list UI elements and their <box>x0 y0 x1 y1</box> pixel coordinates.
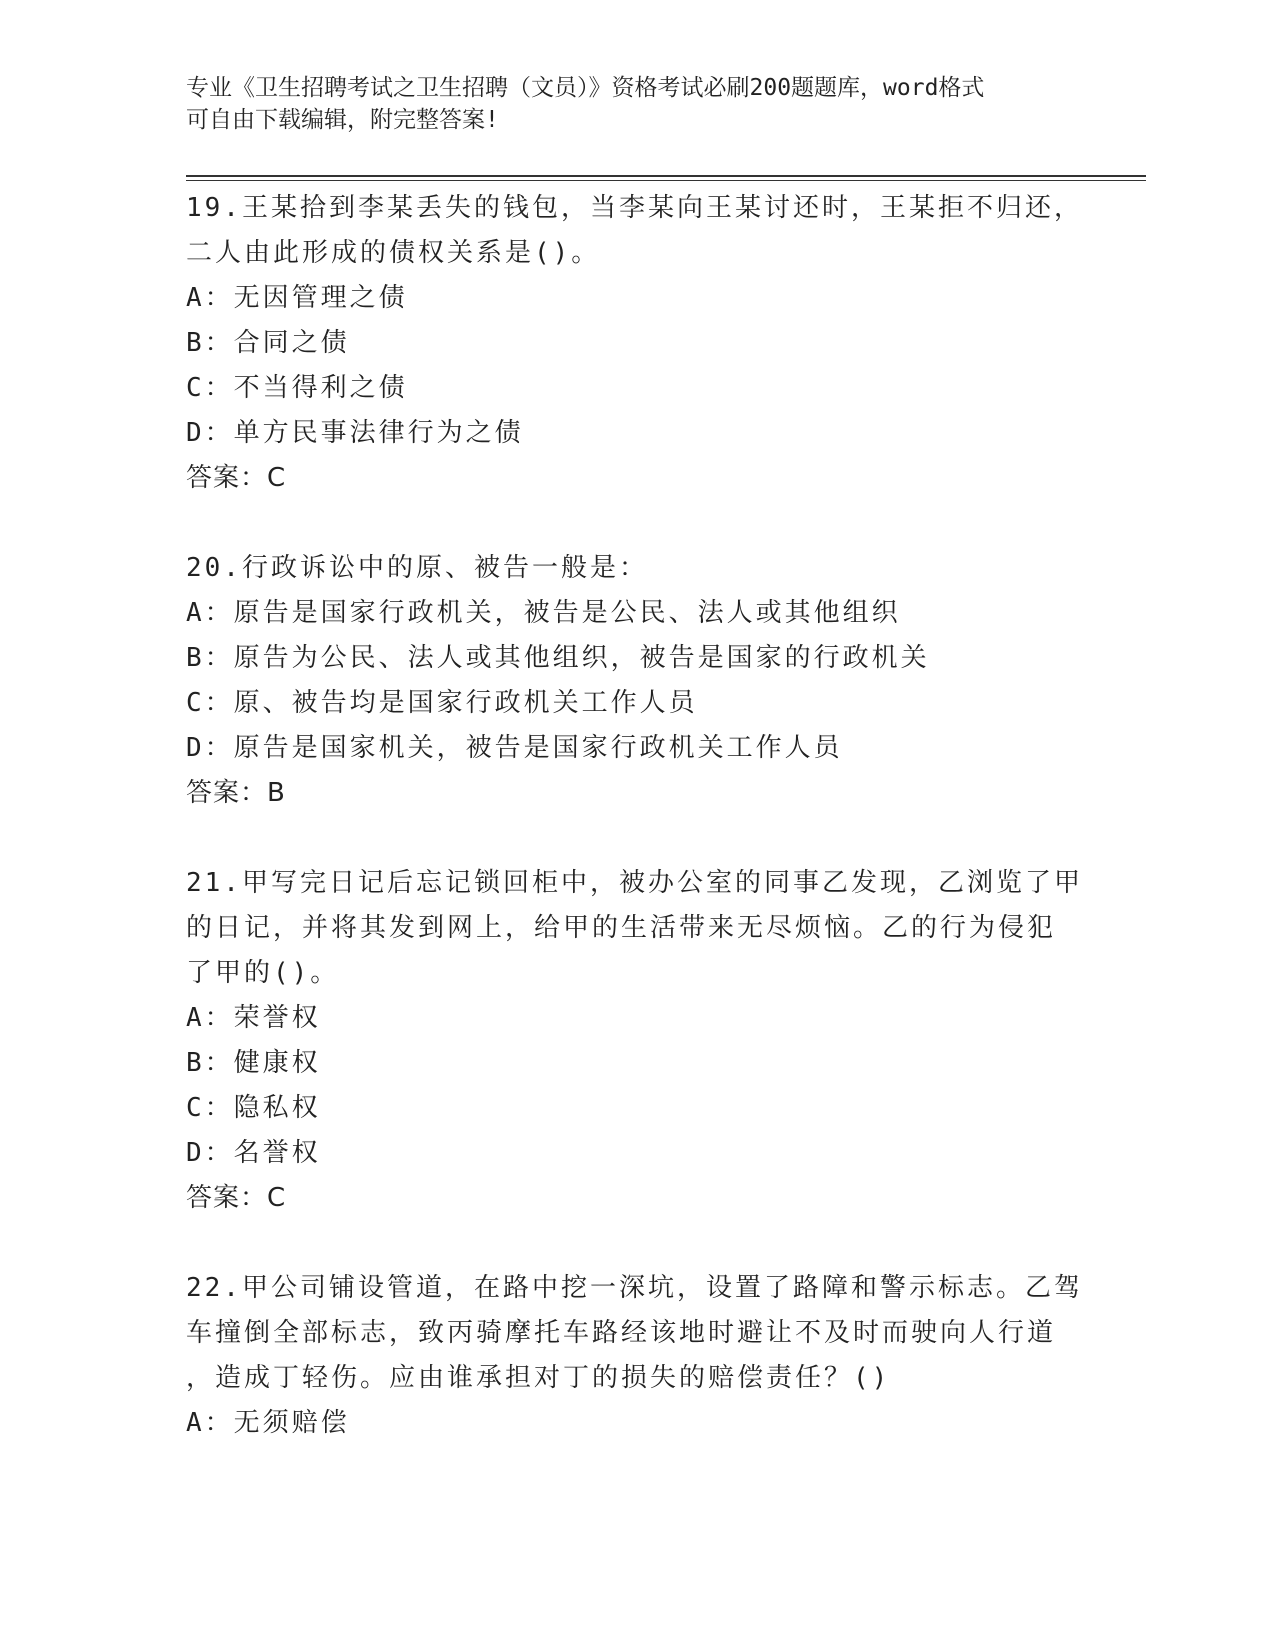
question-20 <box>186 546 1086 816</box>
question-text-line: 19.王某拾到李某丢失的钱包，当李某向王某讨还时，王某拒不归还， <box>186 193 1083 223</box>
header-line-2: 可自由下载编辑，附完整答案! <box>186 107 499 133</box>
option-a: A：无因管理之债 <box>186 283 408 313</box>
question-text-line: 二人由此形成的债权关系是()。 <box>186 238 601 268</box>
option-a: A：原告是国家行政机关，被告是公民、法人或其他组织 <box>186 598 901 628</box>
option-c: C：隐私权 <box>186 1093 321 1123</box>
option-b: B：健康权 <box>186 1048 321 1078</box>
question-text-line: 的日记，并将其发到网上，给甲的生活带来无尽烦恼。乙的行为侵犯 <box>186 913 1057 943</box>
question-text-line: 了甲的()。 <box>186 958 340 988</box>
question-text-line: 车撞倒全部标志，致丙骑摩托车路经该地时避让不及时而驶向人行道 <box>186 1318 1057 1348</box>
question-text-line: ，造成丁轻伤。应由谁承担对丁的损失的赔偿责任？() <box>186 1363 891 1393</box>
question-text-line: 22.甲公司铺设管道，在路中挖一深坑，设置了路障和警示标志。乙驾 <box>186 1273 1083 1303</box>
answer: 答案：C <box>186 463 287 493</box>
answer: 答案：C <box>186 1183 287 1213</box>
header-divider-thin <box>186 180 1146 181</box>
option-a: A：荣誉权 <box>186 1003 321 1033</box>
question-text-line: 20.行政诉讼中的原、被告一般是： <box>186 553 648 583</box>
option-a: A：无须赔偿 <box>186 1408 350 1438</box>
option-d: D：原告是国家机关，被告是国家行政机关工作人员 <box>186 733 843 763</box>
question-19 <box>186 186 1086 501</box>
option-b: B：原告为公民、法人或其他组织，被告是国家的行政机关 <box>186 643 930 673</box>
header-line-1: 专业《卫生招聘考试之卫生招聘（文员）》资格考试必刷200题题库，word格式 <box>186 75 985 101</box>
option-b: B：合同之债 <box>186 328 350 358</box>
document-header <box>186 72 1066 136</box>
option-d: D：名誉权 <box>186 1138 321 1168</box>
answer: 答案：B <box>186 778 286 808</box>
option-d: D：单方民事法律行为之债 <box>186 418 524 448</box>
header-divider-thick <box>186 175 1146 177</box>
question-text-line: 21.甲写完日记后忘记锁回柜中，被办公室的同事乙发现，乙浏览了甲 <box>186 868 1083 898</box>
option-c: C：原、被告均是国家行政机关工作人员 <box>186 688 698 718</box>
option-c: C：不当得利之债 <box>186 373 408 403</box>
question-22 <box>186 1266 1086 1446</box>
question-list <box>186 186 1086 1491</box>
question-21 <box>186 861 1086 1221</box>
